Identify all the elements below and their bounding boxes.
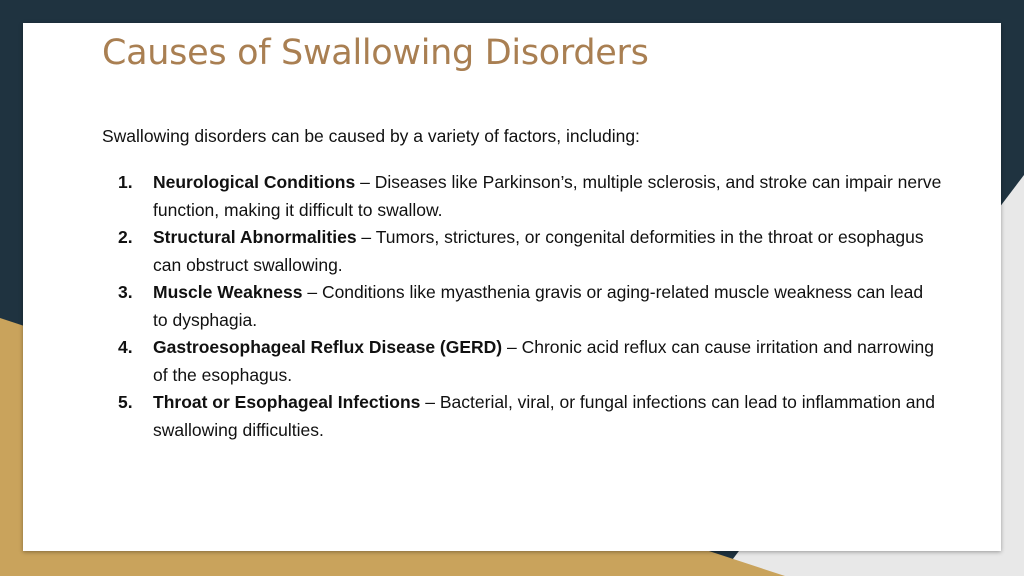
list-item-number: 4. [118,337,133,357]
list-item-term: Neurological Conditions [153,172,356,192]
list-item-term: Throat or Esophageal Infections [153,392,421,412]
list-item [102,224,942,279]
list-item-description: – Bacterial, viral, or fungal infections can lead to inflammation and swallowing difficulties. [153,392,935,440]
causes-list [102,169,942,444]
list-item-number: 5. [118,392,133,412]
list-item [102,279,942,334]
list-item-term: Structural Abnormalities [153,227,357,247]
intro-text: Swallowing disorders can be caused by a variety of factors, including: [102,126,640,146]
list-item-term: Muscle Weakness [153,282,303,302]
list-item-term: Gastroesophageal Reflux Disease (GERD) [153,337,503,357]
list-item-description: – Chronic acid reflux can cause irritation and narrowing of the esophagus. [153,337,935,385]
list-item [102,334,942,389]
slide-card [23,23,1001,551]
list-item-description: – Conditions like myasthenia gravis or aging-related muscle weakness can lead to dysphagia. [153,282,924,330]
list-item-description: – Diseases like Parkinson’s, multiple sclerosis, and stroke can impair nerve function, making it difficult to swallow. [153,172,942,220]
list-item [102,389,942,444]
list-item-number: 1. [118,172,133,192]
slide-title: Causes of Swallowing Disorders [102,33,649,73]
list-item-number: 3. [118,282,133,302]
list-item-number: 2. [118,227,133,247]
list-item [102,169,942,224]
list-item-description: – Tumors, strictures, or congenital deformities in the throat or esophagus can obstruct swallowing. [153,227,924,275]
